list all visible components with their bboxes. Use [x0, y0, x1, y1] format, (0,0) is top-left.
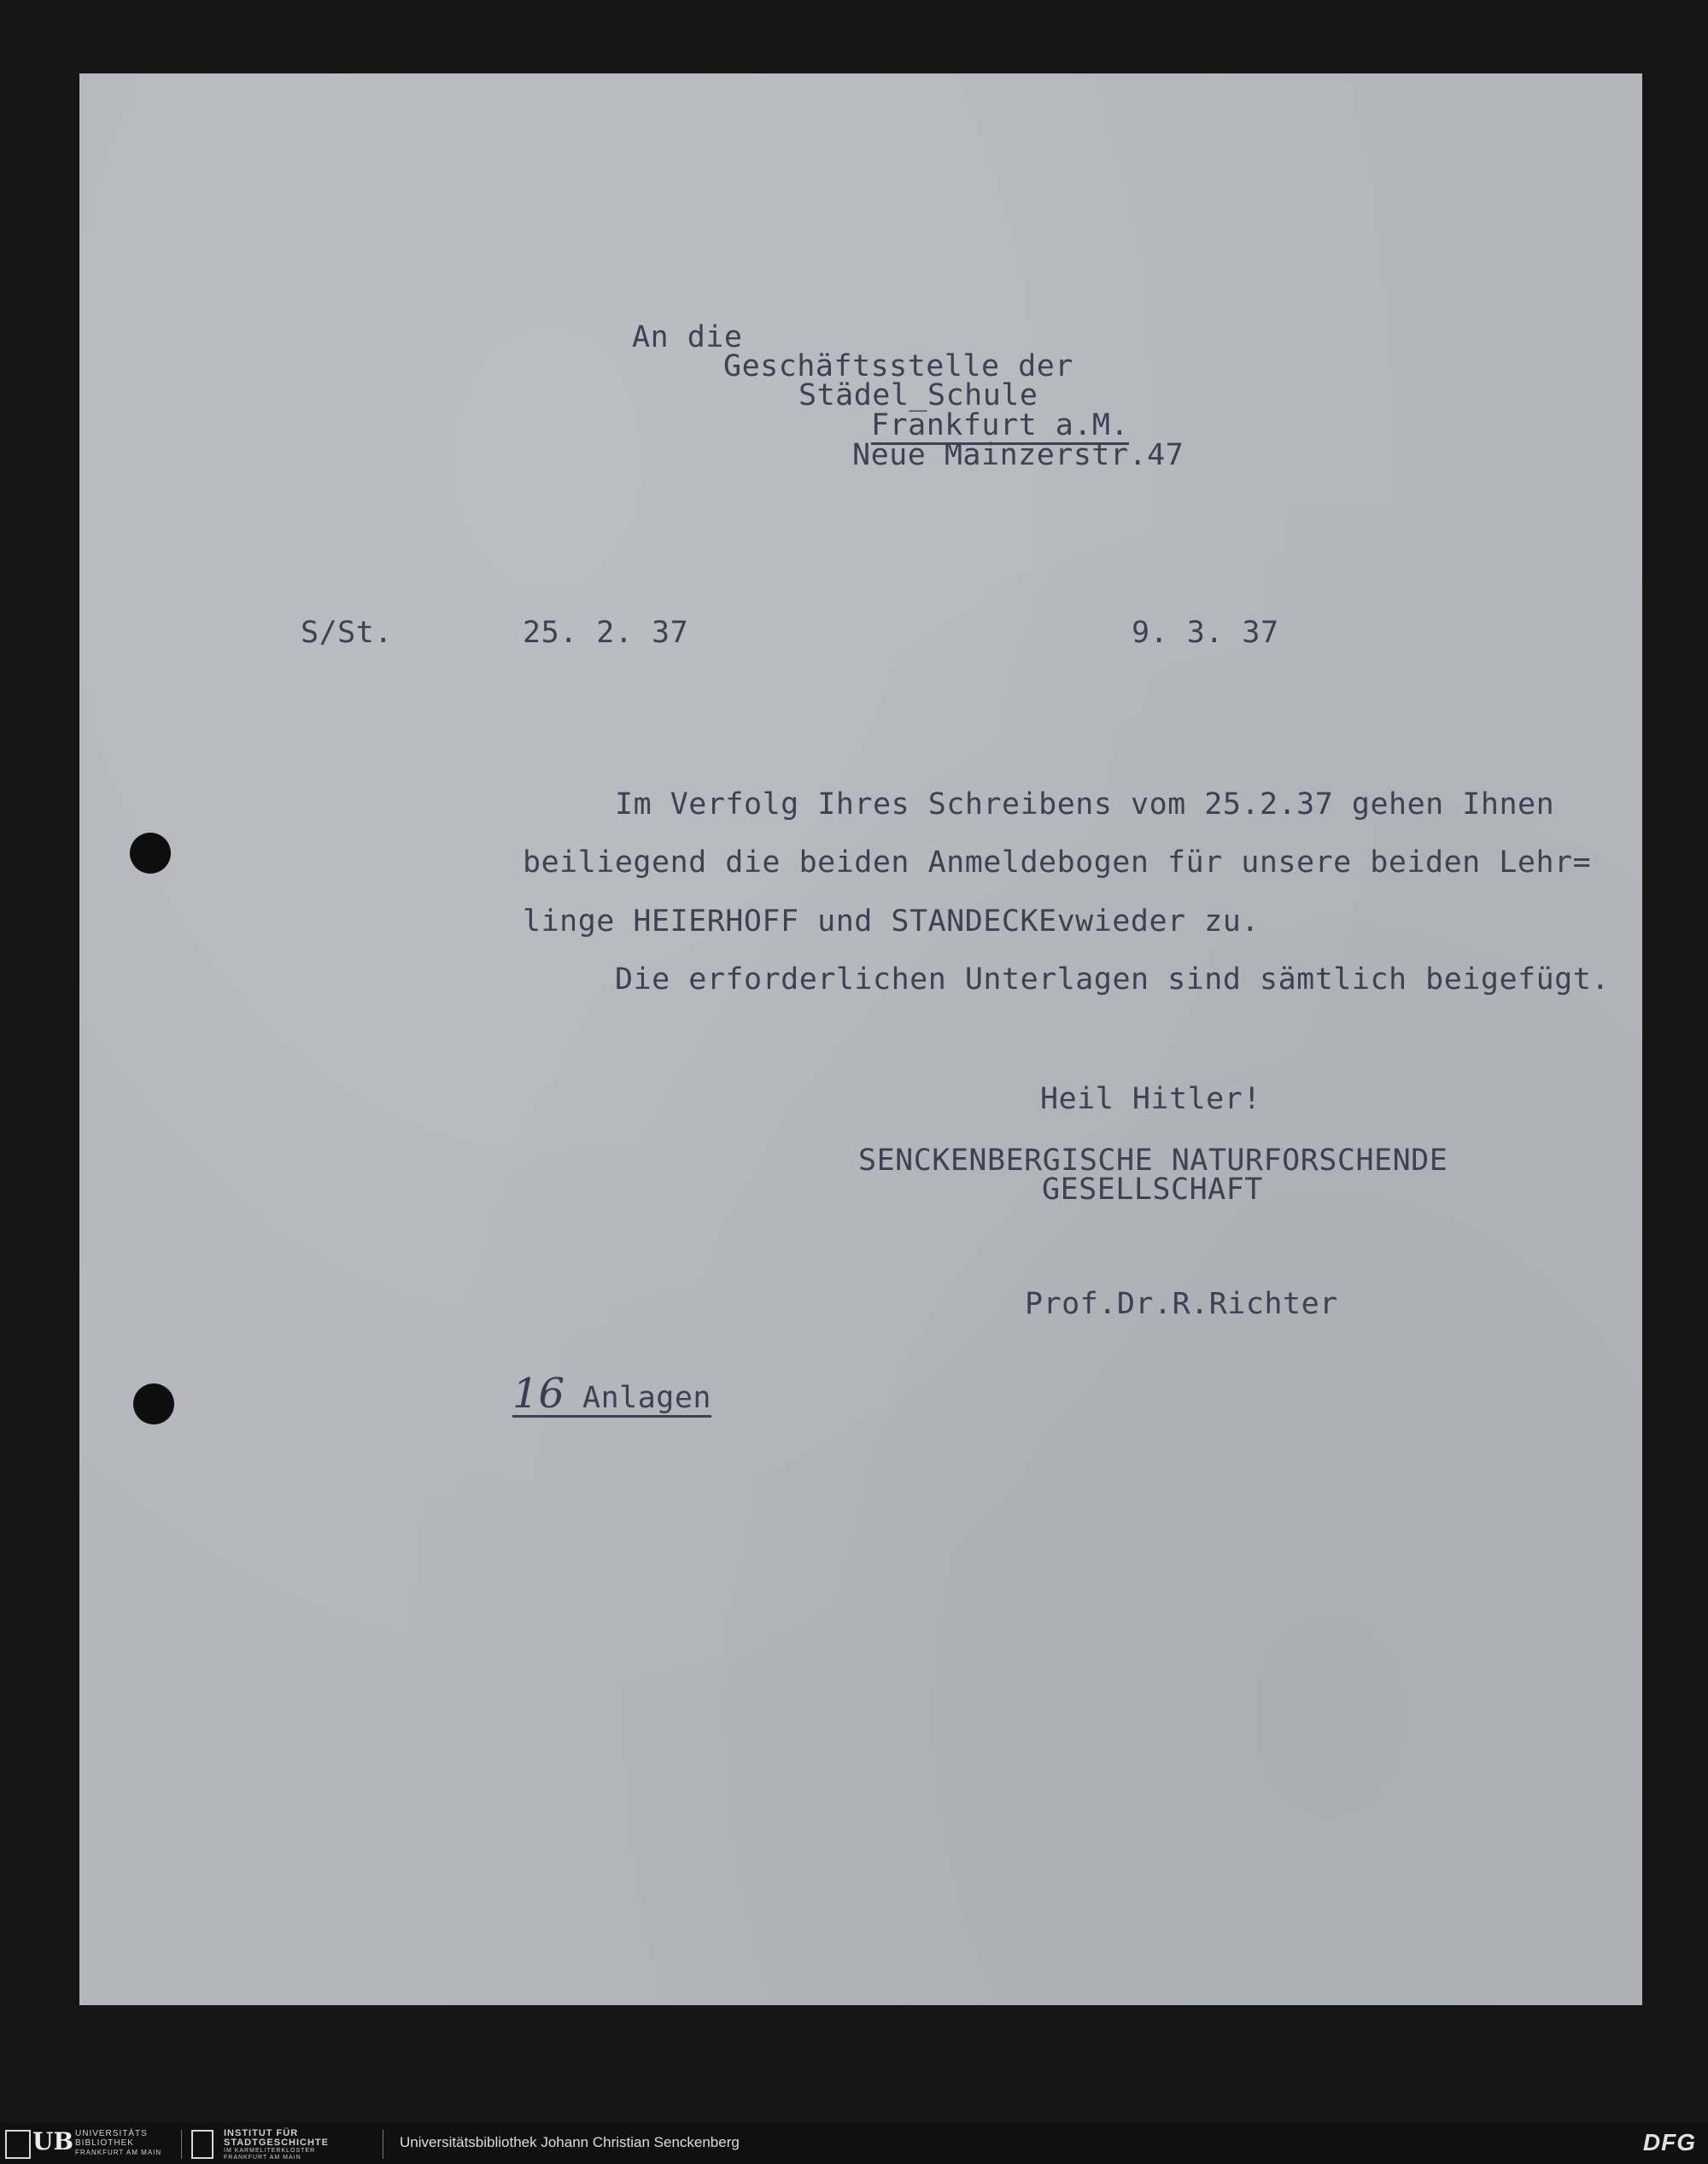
address-line-1: An die: [632, 320, 743, 354]
closing-org-line-1: SENCKENBERGISCHE NATURFORSCHENDE: [858, 1143, 1448, 1178]
footer-caption: Universitätsbibliothek Johann Christian Senckenberg: [400, 2134, 740, 2150]
ub-name-line-3: FRANKFURT AM MAIN: [75, 2149, 162, 2156]
isg-line-1: INSTITUT FÜR: [224, 2128, 299, 2138]
closing-signatory: Prof.Dr.R.Richter: [1025, 1287, 1338, 1321]
closing-greeting: Heil Hitler!: [1040, 1082, 1261, 1116]
punch-hole-bottom: [133, 1383, 174, 1424]
isg-line-4: FRANKFURT AM MAIN: [224, 2155, 301, 2161]
address-line-2: Geschäftsstelle der: [723, 349, 1073, 383]
address-line-3: Städel_Schule: [798, 378, 1038, 412]
ub-logo: UB: [32, 2127, 74, 2155]
body-line-3: linge HEIERHOFF und STANDECKEvwieder zu.: [523, 904, 1260, 939]
body-line-4: Die erforderlichen Unterlagen sind sämtlich beigefügt.: [615, 962, 1610, 997]
isg-line-2: STADTGESCHICHTE: [224, 2138, 329, 2148]
isg-line-3: IM KARMELITERKLOSTER: [224, 2148, 316, 2154]
isg-emblem-icon: [191, 2130, 214, 2159]
reference-their-date: 25. 2. 37: [523, 616, 689, 650]
address-line-4: Frankfurt a.M.: [871, 411, 1129, 445]
footer-bar: [0, 2123, 1708, 2164]
dfg-logo: DFG: [1642, 2129, 1696, 2155]
reference-sign: S/St.: [301, 616, 393, 650]
ub-emblem-icon: [5, 2130, 31, 2159]
closing-org-line-2: GESELLSCHAFT: [1042, 1173, 1263, 1207]
reference-our-date: 9. 3. 37: [1132, 616, 1279, 650]
enclosure-count-handwritten: 16: [512, 1370, 565, 1418]
body-line-2: beiliegend die beiden Anmeldebogen für unsere beiden Lehr=: [523, 845, 1592, 880]
enclosure-label: Anlagen: [512, 1383, 711, 1418]
footer-separator-1: [181, 2130, 182, 2159]
ub-name-line-1: UNIVERSITÄTS: [75, 2129, 148, 2138]
address-line-5: Neue Mainzerstr.47: [852, 438, 1184, 472]
punch-hole-top: [130, 833, 171, 874]
ub-name-line-2: BIBLIOTHEK: [75, 2138, 134, 2148]
body-line-1: Im Verfolg Ihres Schreibens vom 25.2.37 gehen Ihnen: [615, 787, 1555, 822]
